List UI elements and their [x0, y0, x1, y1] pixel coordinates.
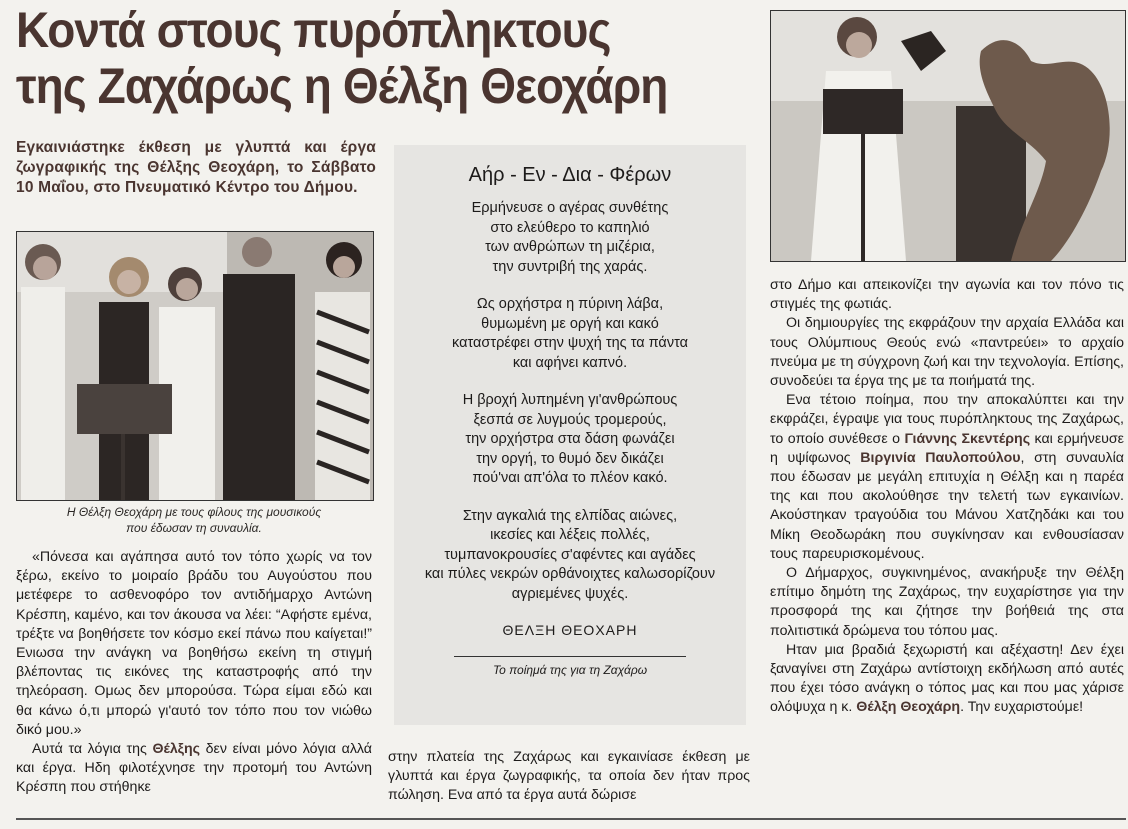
bottom-rule	[16, 818, 1126, 820]
sculpture-photo	[770, 10, 1126, 262]
poem-line: θυμωμένη με οργή και κακό	[481, 315, 659, 332]
col3-paragraph-4: Ο Δήμαρχος, συγκινημένος, ανακήρυξε την Θέλξη επίτιμο δημότη της Ζαχάρως, την ευχαρίστησε για την προσφορά της και ζήτησε την βοήθειά της στα πολιτιστικά δρώμενα του τόπου μας.	[770, 565, 1124, 639]
col2-paragraph: στην πλατεία της Ζαχάρως και εγκαινίασε έκθεση με γλυπτά και έργα ζωγραφικής, τα οποία δεν ήταν προς πώληση. Ενα από τα έργα αυτά δώρισε	[388, 749, 750, 804]
poem-stanza-3	[394, 391, 746, 489]
column-2-text	[388, 748, 750, 806]
sculpture-photo-image	[771, 11, 1125, 261]
poem-line: αγριεμένες ψυχές.	[511, 585, 629, 602]
poem-line: Η βροχή λυπημένη γι'ανθρώπους	[462, 392, 678, 408]
poem-stanza-2	[394, 295, 746, 373]
caption-line-2: που έδωσαν τη συναυλία.	[126, 521, 262, 535]
poem-line: στο ελεύθερο το καπηλιό	[490, 219, 650, 236]
poem-line: των ανθρώπων τη μιζέρια,	[485, 239, 655, 255]
col3-paragraph-2: Οι δημιουργίες της εκφράζουν την αρχαία Ελλάδα και τους Ολύμπιους Θεούς ενώ «παντρεύει» το αρχαίο πνεύμα με τη σύγχρονη ζωή και την τεχνολογία. Επίσης, συνοδεύει τα έργα της με τα ποιήματά της.	[770, 315, 1124, 390]
column-3-text	[770, 276, 1124, 718]
col1-paragraph-2	[16, 740, 372, 798]
poem-line: πού'ναι απ'όλα το πλέον κακό.	[472, 470, 668, 486]
poem-title: Αήρ - Εν - Δια - Φέρων	[468, 164, 672, 186]
col3-p3-e: , στη συναυλία που έδωσαν με μεγάλη επιτυχία η Θέλξη και η παρέα της και που ακολούθησε την τελετή των εγκαινίων. Ακούστηκαν τραγούδια του Μάνου Χατζηδάκι και του Μίκη Θεοδωράκη που συγκίνησαν και ενθουσίασαν τους παρευρισκομένους.	[770, 449, 1124, 562]
poem-line: Ως ορχήστρα η πύρινη λάβα,	[476, 296, 664, 312]
group-photo-caption	[16, 504, 372, 536]
poem-line: και αφήνει καπνό.	[512, 354, 628, 371]
poem-caption: Το ποίημά της για τη Ζαχάρω	[492, 663, 648, 677]
poem-line: την οργή, το θυμό δεν δικάζει	[476, 450, 664, 467]
col1-paragraph-1: «Πόνεσα και αγάπησα αυτό τον τόπο χωρίς να τον ξέρω, εκείνο το μοιραίο βράδυ του Αυγούστου που μετέφερε το ασθενοφόρο τον αντιδήμαρχο Αντώνη Κρέσπη, καμένο, και τον άκουσα να λέει: “Αφήστε εμένα, τρέξτε να βοηθήσετε τον κόσμο εκεί πάνω που καίγεται!” Ενιωσα την ανάγκη να βοηθήσω εκείνη τη στιγμή βλέποντας τις εικόνες της καταστροφής από την τηλεόραση. Ομως δεν μπορούσα. Τώρα είμαι εδώ και θα κάνω ό,τι μπορώ γι'αυτό τον τόπο που τον νιώθω δικό μου.»	[16, 549, 372, 738]
poem-stanza-4	[394, 507, 746, 605]
poem-line: τυμπανοκρουσίες σ'αφέντες και αγάδες	[444, 546, 696, 563]
poem-box	[394, 145, 746, 725]
group-photo	[16, 231, 374, 501]
poem-line: την ορχήστρα στα δάση φωνάζει	[465, 431, 675, 447]
col3-p3-c: και ερμήνευσε η υψίφωνος	[770, 430, 1124, 466]
col3-composer-name: Γιάννης Σκεντέρης	[904, 430, 1031, 447]
column-1-text	[16, 548, 372, 798]
poem-stanza-1	[394, 199, 746, 277]
poem-line: ξεσπά σε λυγμούς τρομερούς,	[473, 411, 667, 428]
caption-line-1: Η Θέλξη Θεοχάρη με τους φίλους της μουσικούς	[66, 505, 322, 519]
poem-line: καταστρέφει στην ψυχή της τα πάντα	[452, 335, 688, 351]
col3-paragraph-3	[770, 391, 1124, 564]
poem-line: Στην αγκαλιά της ελπίδας αιώνες,	[462, 507, 678, 524]
poem-divider	[454, 656, 686, 657]
headline-line-1: Κοντά στους πυρόπληκτους	[16, 2, 611, 58]
col1-p2-name: Θέλξης	[152, 741, 200, 758]
col3-p3-a: Ενα τέτοιο ποίημα, που την αποκαλύπτει και την εκφράζει, έγραψε για τους πυρόπληκτους της Ζαχάρως, το οποίο συνέθεσε ο	[770, 392, 1124, 447]
group-photo-image	[17, 232, 373, 500]
poem-line: ικεσίες και λέξεις πολλές,	[490, 527, 650, 543]
poem-line: Ερμήνευσε ο αγέρας συνθέτης	[471, 200, 669, 216]
col1-p2-c: δεν είναι μόνο λόγια αλλά και έργα. Ηδη φιλοτέχνησε την προτομή του Αντώνη Κρέσπη που στήθηκε	[16, 741, 373, 796]
poem-line: και πύλες νεκρών ορθάνοιχτες καλωσορίζουν	[424, 566, 716, 582]
col3-p5-c: . Την ευχαριστούμε!	[960, 699, 1084, 716]
poem-line: την συντριβή της χαράς.	[492, 258, 648, 275]
article-lead: Εγκαινιάστηκε έκθεση με γλυπτά και έργα ζωγραφικής της Θέλξης Θεοχάρη, το Σάββατο 10 Μαΐου, στο Πνευματικό Κέντρο του Δήμου.	[16, 139, 376, 196]
article-headline	[16, 2, 697, 114]
poem-body	[394, 199, 746, 604]
poem-author: ΘΕΛΞΗ ΘΕΟΧΑΡΗ	[502, 622, 638, 638]
headline-line-2: της Ζαχάρως η Θέλξη Θεοχάρη	[16, 58, 668, 114]
col1-p2-a: Αυτά τα λόγια της	[32, 741, 153, 758]
col3-paragraph-5	[770, 641, 1124, 718]
col3-artist-name: Θέλξη Θεοχάρη	[856, 699, 961, 716]
col3-soprano-name: Βιργινία Παυλοπούλου	[860, 449, 1021, 466]
col3-p5-a: Ηταν μια βραδιά ξεχωριστή και αξέχαστη! Δεν έχει ξαναγίνει στη Ζαχάρω αντίστοιχη εκδήλωση από αυτές που έχει τόσο ανάγκη ο τόπος μας και που μας χάρισε ολόψυχα η κ.	[770, 641, 1124, 716]
col3-paragraph-1: στο Δήμο και απεικονίζει την αγωνία και τον πόνο τις στιγμές της φωτιάς.	[770, 277, 1124, 313]
